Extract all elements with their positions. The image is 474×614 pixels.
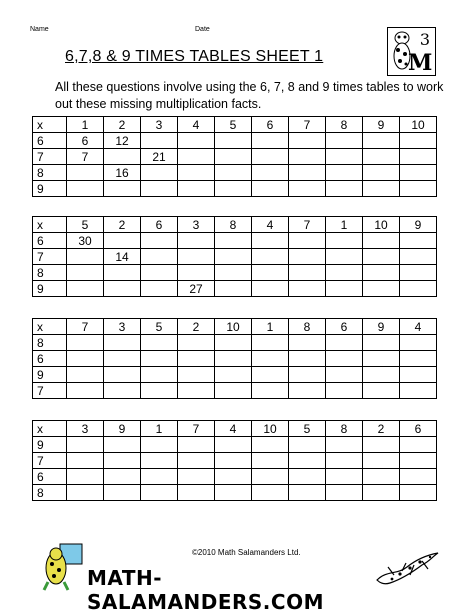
answer-cell — [141, 133, 178, 149]
answer-cell: 4 — [215, 421, 252, 437]
answer-cell — [67, 265, 104, 281]
row-label-cell: x — [33, 217, 67, 233]
answer-cell — [400, 265, 437, 281]
answer-cell: 6 — [400, 421, 437, 437]
answer-cell — [400, 485, 437, 501]
answer-cell — [326, 281, 363, 297]
page-title: 6,7,8 & 9 TIMES TABLES SHEET 1 — [65, 48, 324, 65]
answer-cell — [104, 383, 141, 399]
answer-cell — [215, 335, 252, 351]
answer-cell — [141, 165, 178, 181]
answer-cell: 3 — [178, 217, 215, 233]
answer-cell — [252, 351, 289, 367]
answer-cell — [215, 233, 252, 249]
answer-cell — [252, 133, 289, 149]
answer-cell — [326, 181, 363, 197]
answer-cell — [363, 437, 400, 453]
answer-cell — [252, 165, 289, 181]
table-row — [33, 335, 437, 351]
answer-cell — [363, 149, 400, 165]
answer-cell: 4 — [400, 319, 437, 335]
answer-cell: 1 — [141, 421, 178, 437]
table-row — [33, 165, 437, 181]
row-label-cell: x — [33, 319, 67, 335]
row-label-cell: 8 — [33, 265, 67, 281]
answer-cell — [289, 383, 326, 399]
footer-logo — [42, 542, 362, 614]
answer-cell — [141, 485, 178, 501]
answer-cell — [326, 165, 363, 181]
table-row — [33, 181, 437, 197]
row-label-cell: 7 — [33, 249, 67, 265]
answer-cell — [104, 181, 141, 197]
answer-cell: 9 — [104, 421, 141, 437]
answer-cell — [326, 485, 363, 501]
answer-cell — [400, 133, 437, 149]
answer-cell — [326, 233, 363, 249]
answer-cell: 10 — [363, 217, 400, 233]
answer-cell — [363, 133, 400, 149]
row-label-cell: 9 — [33, 437, 67, 453]
answer-cell — [400, 469, 437, 485]
answer-cell — [252, 281, 289, 297]
answer-cell: 21 — [141, 149, 178, 165]
answer-cell — [326, 437, 363, 453]
answer-cell — [326, 383, 363, 399]
logo-box — [387, 27, 436, 76]
answer-cell — [289, 165, 326, 181]
answer-cell — [67, 367, 104, 383]
answer-cell — [67, 437, 104, 453]
answer-cell — [141, 383, 178, 399]
answer-cell — [178, 165, 215, 181]
answer-cell: 3 — [67, 421, 104, 437]
answer-cell — [252, 249, 289, 265]
table-row — [33, 233, 437, 249]
answer-cell — [178, 367, 215, 383]
answer-cell — [104, 233, 141, 249]
answer-cell — [289, 367, 326, 383]
answer-cell — [178, 469, 215, 485]
answer-cell — [252, 453, 289, 469]
row-label-cell: 8 — [33, 485, 67, 501]
answer-cell — [215, 265, 252, 281]
answer-cell — [178, 149, 215, 165]
answer-cell — [252, 233, 289, 249]
answer-cell — [67, 165, 104, 181]
answer-cell — [178, 249, 215, 265]
answer-cell — [67, 453, 104, 469]
answer-cell — [289, 133, 326, 149]
answer-cell — [178, 265, 215, 281]
answer-cell: 9 — [363, 319, 400, 335]
times-table-2 — [32, 216, 437, 297]
table-row — [33, 351, 437, 367]
answer-cell — [252, 383, 289, 399]
answer-cell — [363, 181, 400, 197]
row-label-cell: 6 — [33, 351, 67, 367]
answer-cell — [141, 249, 178, 265]
answer-cell: 6 — [141, 217, 178, 233]
answer-cell: 6 — [67, 133, 104, 149]
row-label-cell: x — [33, 421, 67, 437]
answer-cell — [104, 437, 141, 453]
answer-cell — [67, 383, 104, 399]
answer-cell — [215, 453, 252, 469]
answer-cell — [289, 181, 326, 197]
row-label-cell: 7 — [33, 149, 67, 165]
answer-cell — [400, 165, 437, 181]
table-row — [33, 453, 437, 469]
answer-cell — [363, 265, 400, 281]
answer-cell — [289, 469, 326, 485]
answer-cell — [326, 367, 363, 383]
answer-cell — [215, 133, 252, 149]
copyright-text: ©2010 Math Salamanders Ltd. — [192, 548, 301, 557]
answer-cell — [400, 453, 437, 469]
answer-cell: 1 — [252, 319, 289, 335]
answer-cell — [215, 181, 252, 197]
answer-cell: 10 — [215, 319, 252, 335]
answer-cell — [400, 281, 437, 297]
answer-cell — [178, 133, 215, 149]
table-row — [33, 383, 437, 399]
table-row — [33, 249, 437, 265]
answer-cell — [141, 469, 178, 485]
times-table-3 — [32, 318, 437, 399]
answer-cell — [289, 351, 326, 367]
answer-cell — [289, 335, 326, 351]
answer-cell: 6 — [326, 319, 363, 335]
answer-cell — [363, 351, 400, 367]
salamander-icon — [372, 545, 442, 590]
answer-cell — [104, 335, 141, 351]
answer-cell: 16 — [104, 165, 141, 181]
answer-cell — [178, 351, 215, 367]
answer-cell — [215, 485, 252, 501]
answer-cell — [363, 249, 400, 265]
answer-cell — [400, 351, 437, 367]
answer-cell — [104, 281, 141, 297]
answer-cell — [215, 383, 252, 399]
table-header-row — [33, 217, 437, 233]
date-label: Date — [195, 26, 210, 33]
answer-cell: 8 — [215, 217, 252, 233]
answer-cell — [252, 367, 289, 383]
answer-cell — [289, 437, 326, 453]
row-label-cell: 6 — [33, 133, 67, 149]
answer-cell: 10 — [400, 117, 437, 133]
answer-cell: 8 — [326, 117, 363, 133]
answer-cell — [178, 485, 215, 501]
table-row — [33, 281, 437, 297]
answer-cell — [289, 265, 326, 281]
answer-cell — [104, 351, 141, 367]
answer-cell — [252, 437, 289, 453]
answer-cell — [326, 249, 363, 265]
answer-cell — [400, 149, 437, 165]
answer-cell — [215, 149, 252, 165]
answer-cell — [400, 383, 437, 399]
answer-cell — [400, 437, 437, 453]
row-label-cell: 8 — [33, 335, 67, 351]
answer-cell — [141, 351, 178, 367]
answer-cell — [289, 149, 326, 165]
answer-cell — [252, 181, 289, 197]
answer-cell — [363, 453, 400, 469]
answer-cell: 7 — [67, 149, 104, 165]
answer-cell — [104, 149, 141, 165]
answer-cell: 4 — [252, 217, 289, 233]
answer-cell — [178, 383, 215, 399]
answer-cell — [326, 453, 363, 469]
answer-cell: 12 — [104, 133, 141, 149]
table-row — [33, 469, 437, 485]
answer-cell — [141, 367, 178, 383]
answer-cell — [252, 265, 289, 281]
answer-cell — [215, 367, 252, 383]
answer-cell: 7 — [178, 421, 215, 437]
answer-cell: 1 — [326, 217, 363, 233]
answer-cell — [67, 469, 104, 485]
answer-cell: 7 — [67, 319, 104, 335]
table-header-row — [33, 117, 437, 133]
answer-cell — [363, 367, 400, 383]
answer-cell — [178, 437, 215, 453]
answer-cell — [363, 165, 400, 181]
answer-cell: 5 — [215, 117, 252, 133]
answer-cell — [400, 181, 437, 197]
row-label-cell: 6 — [33, 469, 67, 485]
table-row — [33, 485, 437, 501]
name-label: Name — [30, 26, 49, 33]
answer-cell — [363, 233, 400, 249]
answer-cell — [104, 485, 141, 501]
answer-cell: 27 — [178, 281, 215, 297]
row-label-cell: x — [33, 117, 67, 133]
answer-cell: 4 — [178, 117, 215, 133]
table-header-row — [33, 319, 437, 335]
table-row — [33, 265, 437, 281]
answer-cell — [363, 335, 400, 351]
times-table-4 — [32, 420, 437, 501]
table-row — [33, 149, 437, 165]
answer-cell: 2 — [104, 117, 141, 133]
answer-cell — [178, 181, 215, 197]
answer-cell — [215, 281, 252, 297]
answer-cell — [289, 453, 326, 469]
answer-cell: 5 — [141, 319, 178, 335]
row-label-cell: 7 — [33, 383, 67, 399]
instructions: All these questions involve using the 6, 7, 8 and 9 times tables to work out these missing multiplication facts. — [55, 80, 444, 111]
table-header-row — [33, 421, 437, 437]
answer-cell: 14 — [104, 249, 141, 265]
answer-cell: 8 — [289, 319, 326, 335]
answer-cell: 2 — [363, 421, 400, 437]
answer-cell: 2 — [104, 217, 141, 233]
table-row — [33, 437, 437, 453]
row-label-cell: 7 — [33, 453, 67, 469]
answer-cell — [215, 437, 252, 453]
answer-cell — [141, 265, 178, 281]
answer-cell — [178, 233, 215, 249]
answer-cell: 5 — [289, 421, 326, 437]
answer-cell — [400, 367, 437, 383]
answer-cell — [326, 133, 363, 149]
answer-cell — [289, 233, 326, 249]
answer-cell — [400, 335, 437, 351]
answer-cell — [215, 249, 252, 265]
answer-cell — [363, 383, 400, 399]
answer-cell — [326, 335, 363, 351]
answer-cell: 9 — [400, 217, 437, 233]
answer-cell — [326, 149, 363, 165]
answer-cell: 1 — [67, 117, 104, 133]
row-label-cell: 9 — [33, 281, 67, 297]
answer-cell — [252, 469, 289, 485]
site-logo-text: MATH-SALAMANDERS.COM — [87, 566, 324, 614]
answer-cell — [141, 437, 178, 453]
table-row — [33, 367, 437, 383]
answer-cell — [141, 233, 178, 249]
answer-cell — [326, 265, 363, 281]
salamander-mascot-icon — [42, 542, 86, 592]
answer-cell — [67, 335, 104, 351]
answer-cell: 7 — [289, 217, 326, 233]
answer-cell — [289, 249, 326, 265]
answer-cell: 2 — [178, 319, 215, 335]
answer-cell — [215, 351, 252, 367]
answer-cell — [178, 453, 215, 469]
answer-cell — [104, 469, 141, 485]
answer-cell — [289, 485, 326, 501]
answer-cell — [363, 485, 400, 501]
answer-cell — [104, 265, 141, 281]
answer-cell — [215, 469, 252, 485]
answer-cell — [178, 335, 215, 351]
answer-cell: 7 — [289, 117, 326, 133]
table-row — [33, 133, 437, 149]
row-label-cell: 6 — [33, 233, 67, 249]
answer-cell: 5 — [67, 217, 104, 233]
answer-cell — [252, 335, 289, 351]
logo-mark: M — [408, 50, 430, 76]
times-table-1 — [32, 116, 437, 197]
row-label-cell: 8 — [33, 165, 67, 181]
answer-cell — [141, 281, 178, 297]
answer-cell — [363, 281, 400, 297]
answer-cell — [400, 233, 437, 249]
answer-cell — [67, 485, 104, 501]
answer-cell — [141, 181, 178, 197]
answer-cell — [141, 453, 178, 469]
answer-cell — [252, 149, 289, 165]
answer-cell: 9 — [363, 117, 400, 133]
answer-cell: 3 — [141, 117, 178, 133]
answer-cell — [67, 281, 104, 297]
answer-cell — [326, 469, 363, 485]
answer-cell: 6 — [252, 117, 289, 133]
row-label-cell: 9 — [33, 367, 67, 383]
answer-cell: 3 — [104, 319, 141, 335]
answer-cell — [67, 249, 104, 265]
answer-cell — [141, 335, 178, 351]
logo-number: 3 — [419, 30, 430, 49]
answer-cell: 8 — [326, 421, 363, 437]
answer-cell — [67, 181, 104, 197]
answer-cell — [252, 485, 289, 501]
answer-cell — [400, 249, 437, 265]
answer-cell — [104, 453, 141, 469]
row-label-cell: 9 — [33, 181, 67, 197]
answer-cell — [363, 469, 400, 485]
answer-cell — [67, 351, 104, 367]
answer-cell — [215, 165, 252, 181]
answer-cell — [326, 351, 363, 367]
answer-cell: 10 — [252, 421, 289, 437]
answer-cell — [289, 281, 326, 297]
answer-cell: 30 — [67, 233, 104, 249]
answer-cell — [104, 367, 141, 383]
